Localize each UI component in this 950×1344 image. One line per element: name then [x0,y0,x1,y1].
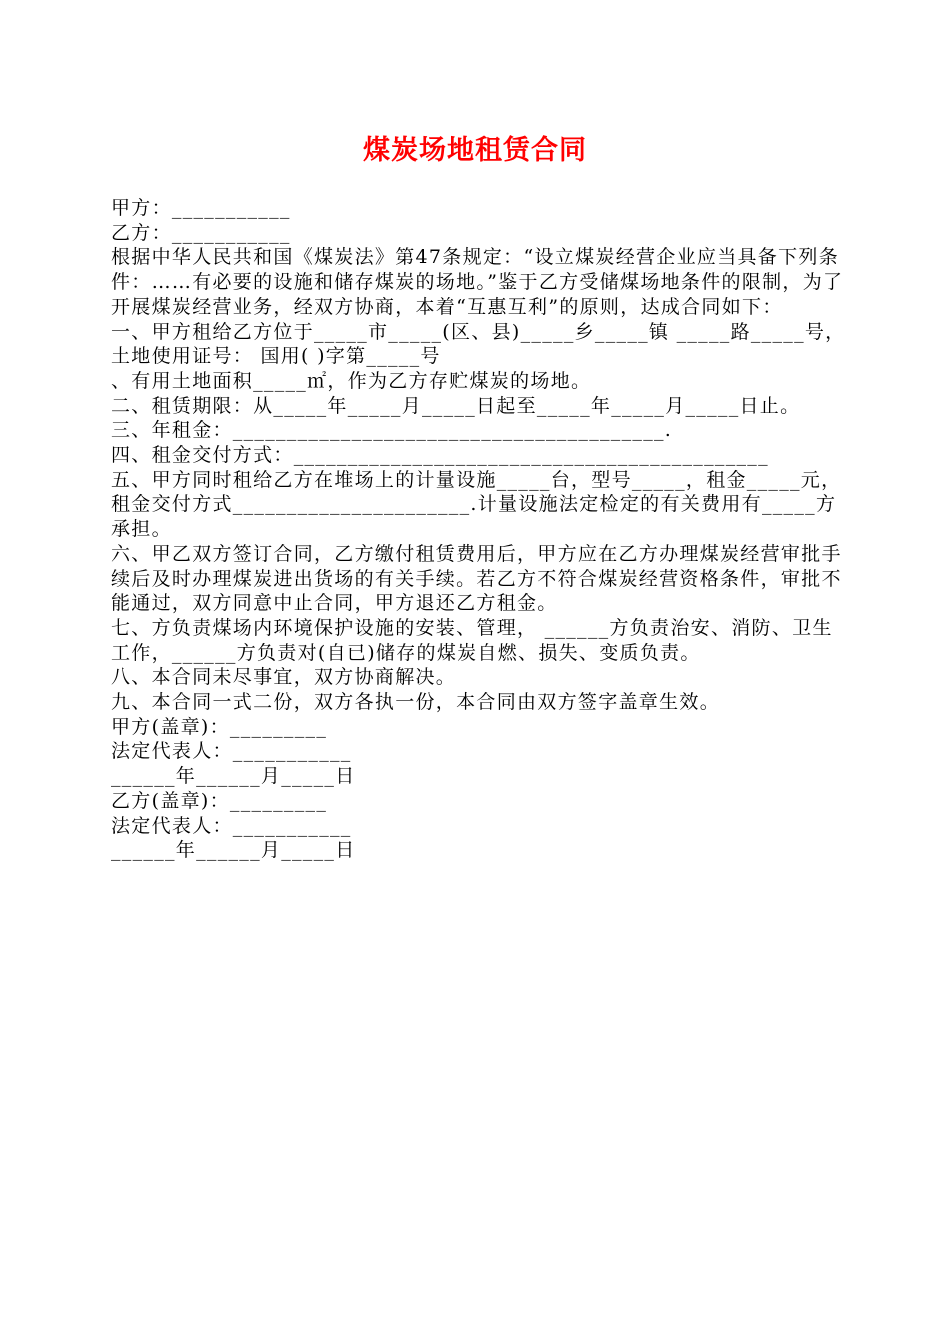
party-b-date-line: ______年______月_____日 [111,839,356,862]
clause-8: 八、本合同未尽事宜，双方协商解决。 [111,666,457,689]
clause-3: 三、年租金：________________________________________. [111,419,673,442]
clause-2: 二、租赁期限：从_____年_____月_____日起至_____年_____月_____日止。 [111,394,801,417]
party-a-date-line: ______年______月_____日 [111,765,356,788]
party-a-line: 甲方：___________ [111,197,291,219]
party-b-line: 乙方：___________ [111,221,291,244]
preamble-paragraph: 根据中华人民共和国《煤炭法》第47条规定：“设立煤炭经营企业应当具备下列条件：……有必要的设施和储存煤炭的场地。”鉴于乙方受储煤场地条件的限制，为了开展煤炭经营业务，经双方协商，本着“互惠互利”的原则，达成合同如下： [111,246,844,318]
clause-4: 四、租金交付方式：____________________________________________ [111,444,769,467]
clause-1: 一、甲方租给乙方位于_____市_____(区、县)_____乡_____镇 _____路_____号，土地使用证号： 国用( )字第_____号 [111,320,846,368]
document-title: 煤炭场地租赁合同 [363,135,587,166]
clause-6: 六、甲乙双方签订合同，乙方缴付租赁费用后，甲方应在乙方办理煤炭经营审批手续后及时办理煤炭进出货场的有关手续。若乙方不符合煤炭经营资格条件，审批不能通过，双方同意中止合同，甲方退还乙方租金。 [111,542,842,615]
party-a-representative-line: 法定代表人：___________ [111,740,352,763]
party-a-seal-line: 甲方(盖章)：_________ [111,715,328,738]
clause-1-continued: 、有用土地面积_____㎡，作为乙方存贮煤炭的场地。 [111,369,592,392]
party-b-representative-line: 法定代表人：___________ [111,814,352,837]
contract-body [111,196,846,863]
clause-5: 五、甲方同时租给乙方在堆场上的计量设施_____台，型号_____，租金_____元，租金交付方式______________________.计量设施法定检定的有关费用有_____方承担。 [111,468,842,541]
party-b-seal-line: 乙方(盖章)：_________ [111,789,328,812]
clause-7: 七、方负责煤场内环境保护设施的安装、管理， ______方负责治安、消防、卫生工作，______方负责对(自已)储存的煤炭自燃、损失、变质负责。 [111,616,833,664]
clause-9: 九、本合同一式二份，双方各执一份，本合同由双方签字盖章生效。 [111,691,721,714]
